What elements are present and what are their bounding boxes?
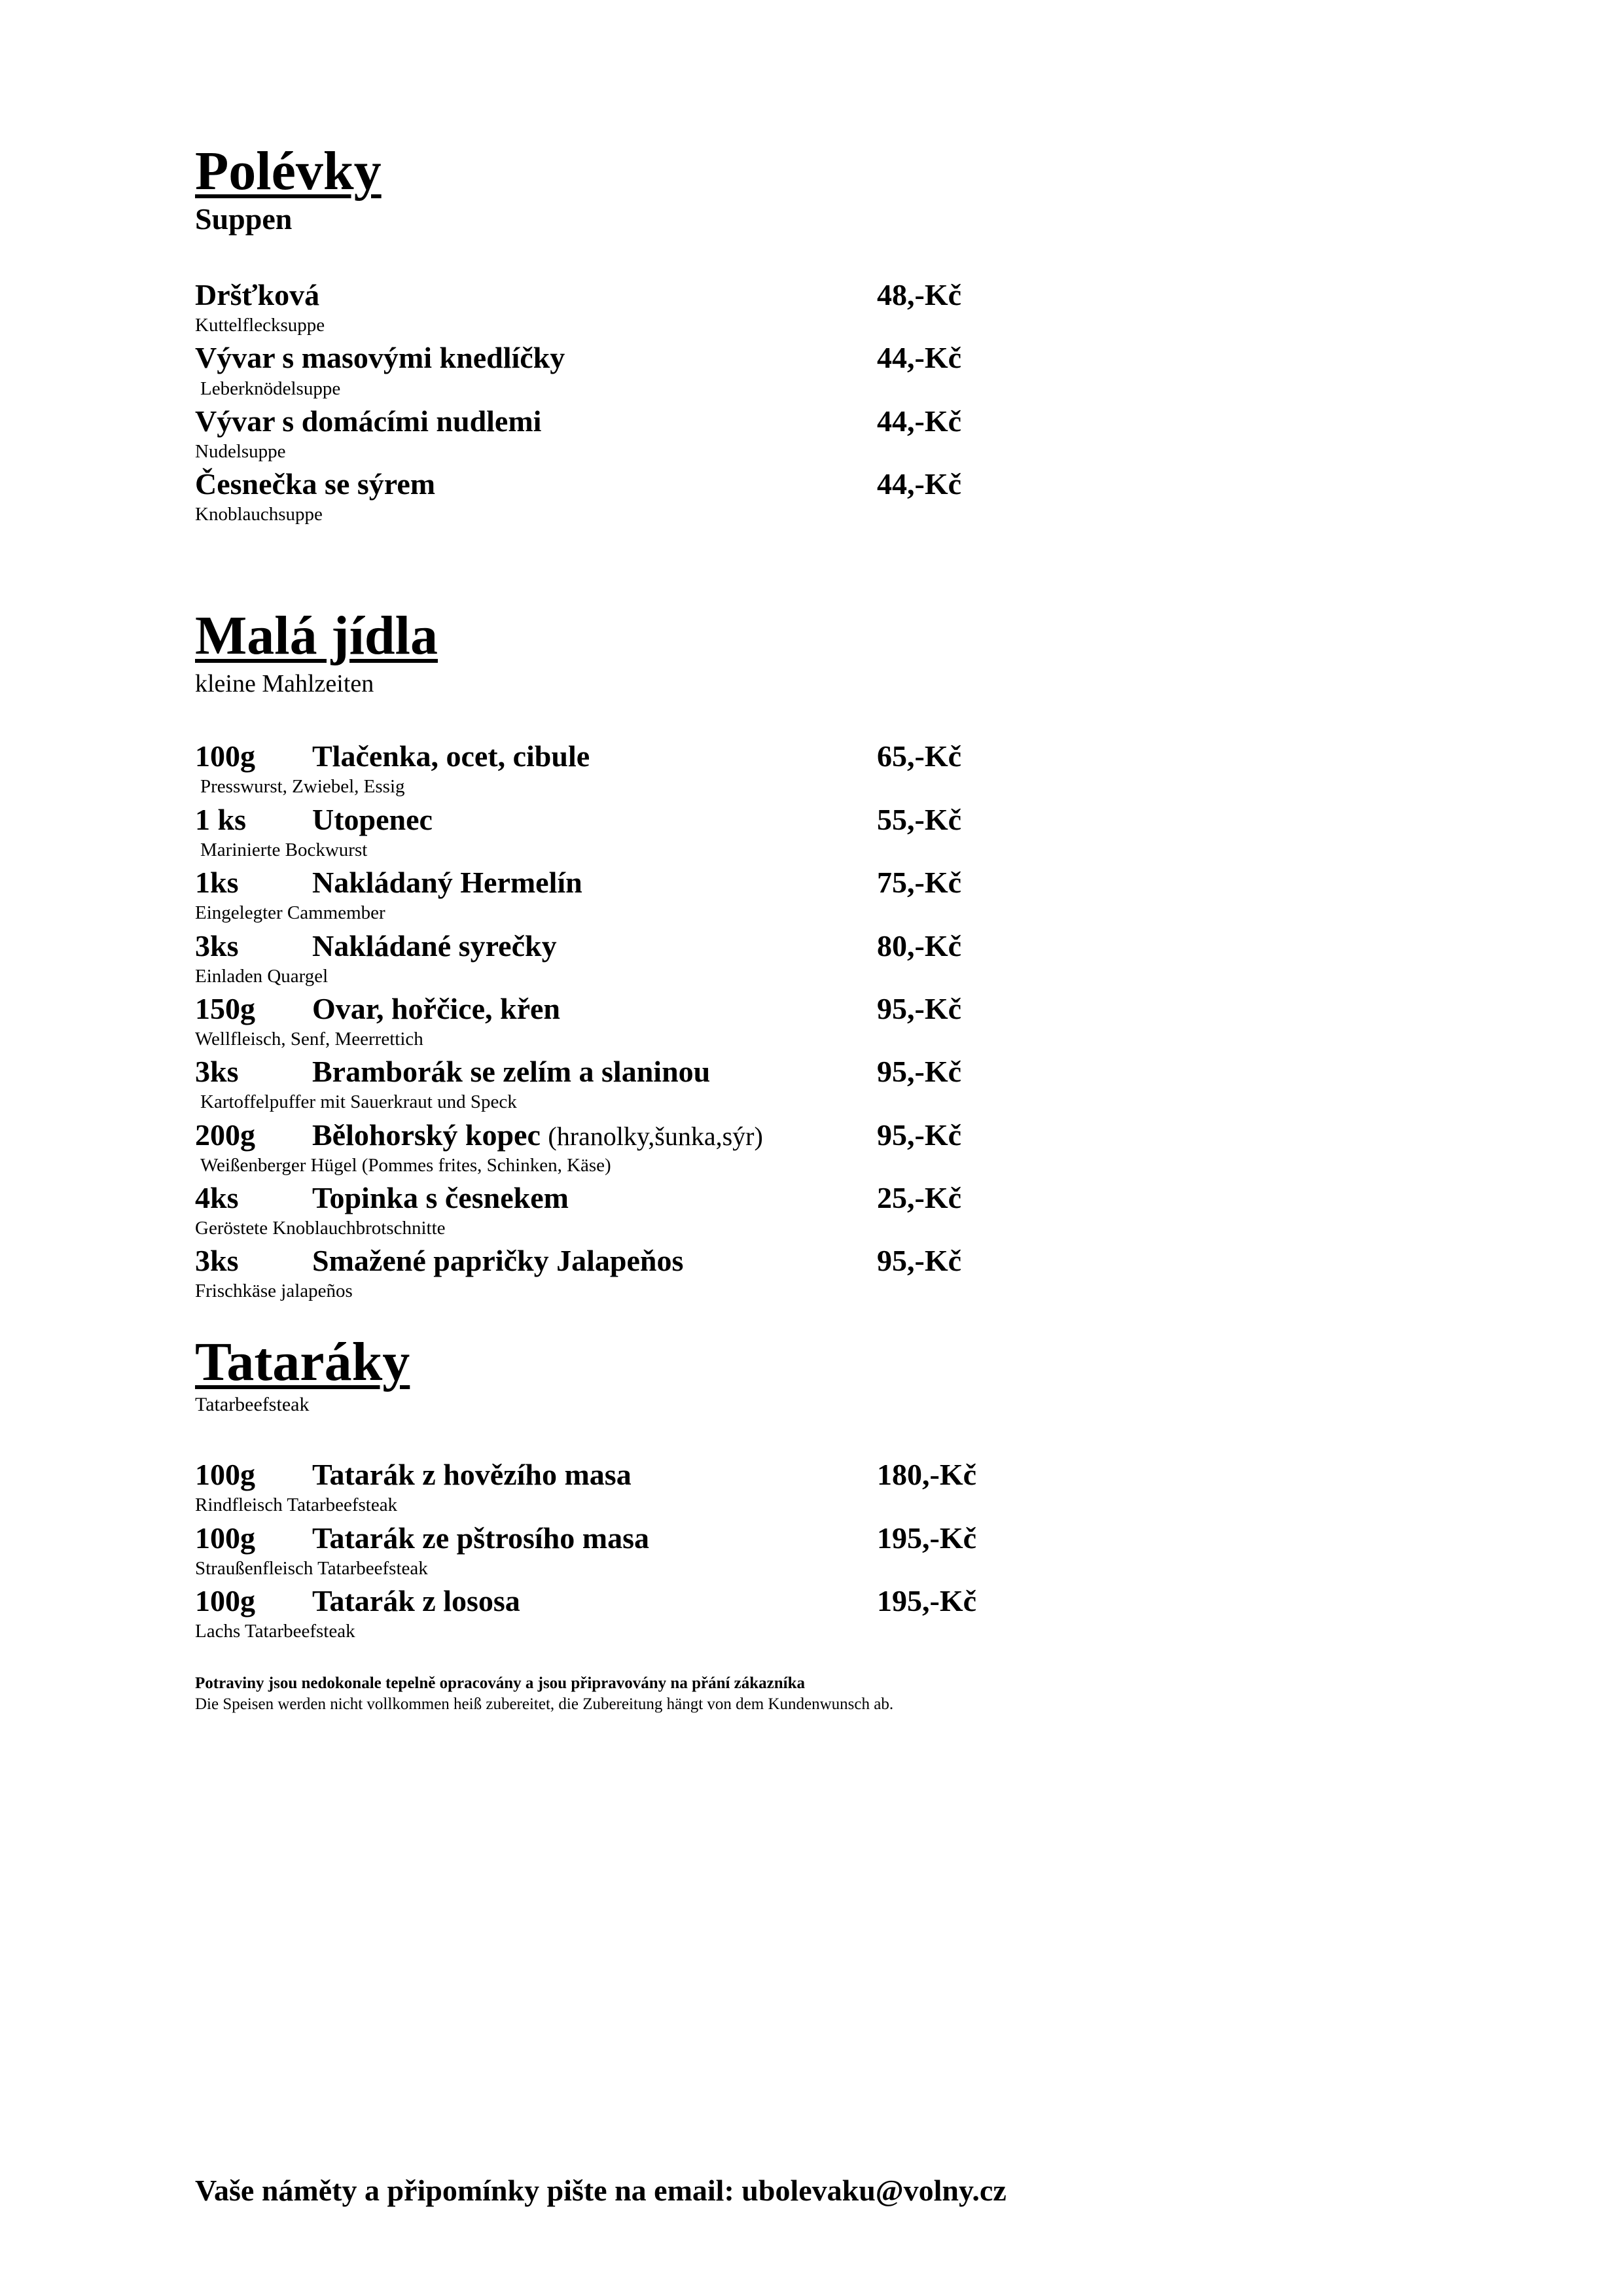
small-qty-7: 200g (195, 1118, 255, 1152)
small-desc-6: Kartoffelpuffer mit Sauerkraut und Speck (200, 1091, 517, 1112)
tartare-qty-1: 100g (195, 1458, 255, 1491)
tartare-title: Tataráky (195, 1332, 410, 1392)
soup-price-4: 44,-Kč (877, 467, 962, 501)
small-qty-4: 3ks (195, 929, 239, 963)
tartare-qty-3: 100g (195, 1584, 255, 1617)
small-name-2: Utopenec (312, 803, 433, 836)
small-price-5: 95,-Kč (877, 992, 962, 1025)
small-qty-6: 3ks (195, 1055, 239, 1088)
soup-desc-3: Nudelsuppe (195, 441, 286, 462)
small-price-4: 80,-Kč (877, 929, 962, 963)
soup-price-3: 44,-Kč (877, 404, 962, 438)
soup-name-1: Dršťková (195, 278, 320, 311)
soups-subtitle: Suppen (195, 202, 293, 236)
soup-desc-1: Kuttelflecksuppe (195, 315, 325, 336)
tartare-desc-1: Rindfleisch Tatarbeefsteak (195, 1494, 398, 1515)
tartare-price-1: 180,-Kč (877, 1458, 977, 1491)
small-name-4: Nakládané syrečky (312, 929, 557, 963)
tartare-name-3: Tatarák z lososa (312, 1584, 520, 1617)
small-desc-8: Geröstete Knoblauchbrotschnitte (195, 1218, 446, 1239)
tartare-subtitle: Tatarbeefsteak (195, 1394, 310, 1415)
small-meals-title: Malá jídla (195, 605, 438, 666)
tartare-desc-2: Straußenfleisch Tatarbeefsteak (195, 1558, 428, 1579)
small-price-6: 95,-Kč (877, 1055, 962, 1088)
small-desc-9: Frischkäse jalapeños (195, 1280, 353, 1301)
small-name-8: Topinka s česnekem (312, 1181, 569, 1214)
small-name-6: Bramborák se zelím a slaninou (312, 1055, 711, 1088)
soups-title: Polévky (195, 141, 382, 202)
tartare-name-2: Tatarák ze pštrosího masa (312, 1521, 649, 1555)
tartare-qty-2: 100g (195, 1521, 255, 1555)
tartare-price-3: 195,-Kč (877, 1584, 977, 1617)
soup-name-4: Česnečka se sýrem (195, 467, 436, 501)
note-de: Die Speisen werden nicht vollkommen heiß zubereitet, die Zubereitung hängt von dem Kundenwunsch ab. (195, 1695, 894, 1713)
small-qty-3: 1ks (195, 866, 239, 899)
small-meals-subtitle: kleine Mahlzeiten (195, 670, 374, 698)
small-price-9: 95,-Kč (877, 1244, 962, 1277)
note-cz: Potraviny jsou nedokonale tepelně opracovány a jsou připravovány na přání zákazníka (195, 1674, 806, 1692)
small-name-5: Ovar, hořčice, křen (312, 992, 561, 1025)
small-qty-5: 150g (195, 992, 255, 1025)
soup-name-2: Vývar s masovými knedlíčky (195, 341, 565, 374)
soup-price-2: 44,-Kč (877, 341, 962, 374)
small-price-3: 75,-Kč (877, 866, 962, 899)
soup-name-3: Vývar s domácími nudlemi (195, 404, 542, 438)
soup-desc-2: Leberknödelsuppe (200, 378, 341, 399)
small-name-7 (312, 1120, 763, 1150)
small-name-7-extra: (hranolky,šunka,sýr) (548, 1122, 763, 1151)
tartare-price-2: 195,-Kč (877, 1521, 977, 1555)
small-qty-2: 1 ks (195, 803, 246, 836)
small-qty-1: 100g (195, 739, 255, 773)
small-price-1: 65,-Kč (877, 739, 962, 773)
small-desc-7: Weißenberger Hügel (Pommes frites, Schinken, Käse) (200, 1155, 611, 1176)
small-name-9: Smažené papričky Jalapeňos (312, 1244, 684, 1277)
small-desc-2: Marinierte Bockwurst (200, 839, 368, 860)
small-desc-3: Eingelegter Cammember (195, 902, 385, 923)
small-name-7-main: Bělohorský kopec (312, 1118, 541, 1152)
tartare-desc-3: Lachs Tatarbeefsteak (195, 1621, 355, 1642)
small-desc-1: Presswurst, Zwiebel, Essig (200, 776, 405, 797)
small-name-3: Nakládaný Hermelín (312, 866, 582, 899)
small-qty-8: 4ks (195, 1181, 239, 1214)
small-qty-9: 3ks (195, 1244, 239, 1277)
small-price-8: 25,-Kč (877, 1181, 962, 1214)
tartare-name-1: Tatarák z hovězího masa (312, 1458, 632, 1491)
small-desc-4: Einladen Quargel (195, 966, 329, 987)
soup-desc-4: Knoblauchsuppe (195, 504, 323, 525)
small-desc-5: Wellfleisch, Senf, Meerrettich (195, 1029, 423, 1050)
soup-price-1: 48,-Kč (877, 278, 962, 311)
small-price-7: 95,-Kč (877, 1118, 962, 1152)
small-name-1: Tlačenka, ocet, cibule (312, 739, 590, 773)
small-price-2: 55,-Kč (877, 803, 962, 836)
footer-contact: Vaše náměty a připomínky pište na email: ubolevaku@volny.cz (195, 2174, 1007, 2207)
